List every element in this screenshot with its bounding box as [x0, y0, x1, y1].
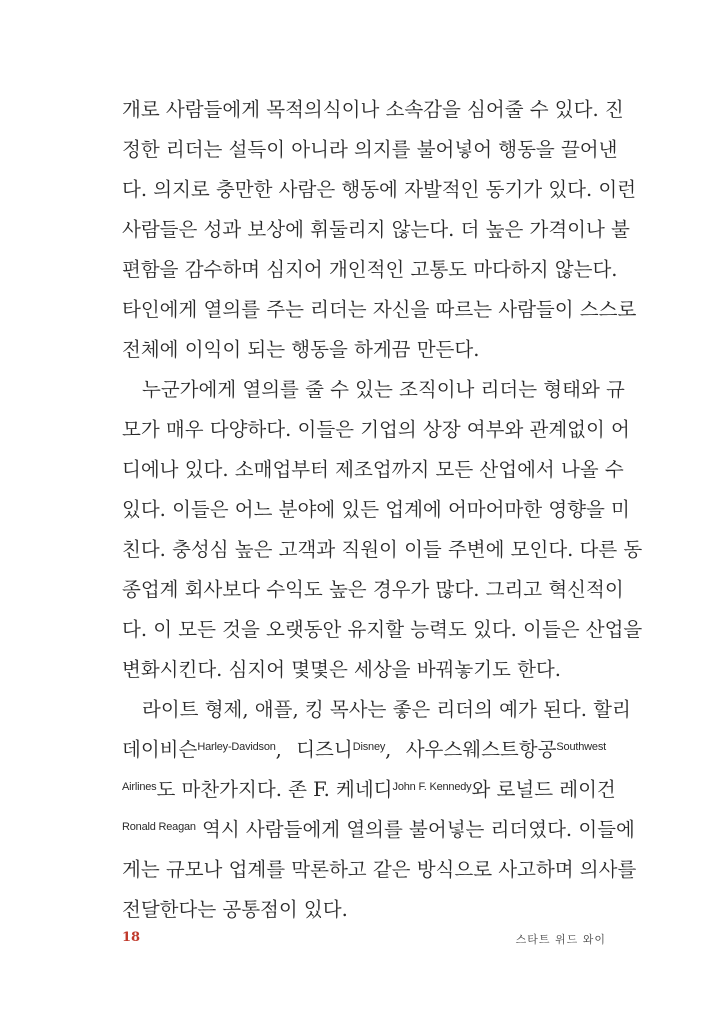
english-gloss: Airlines: [122, 781, 157, 793]
text-line: 다. 의지로 충만한 사람은 행동에 자발적인 동기가 있다. 이런: [122, 178, 637, 201]
text-line: 정한 리더는 설득이 아니라 의지를 불어넣어 행동을 끌어낸: [122, 138, 618, 161]
page-number: 18: [122, 930, 141, 945]
text-fragment: , 디즈니: [275, 738, 353, 761]
text-line: [122, 810, 635, 850]
text-line: 누군가에게 열의를 줄 수 있는 조직이나 리더는 형태와 규: [142, 378, 625, 401]
running-title: 스타트 위드 와이: [515, 933, 606, 946]
text-line: 개로 사람들에게 목적의식이나 소속감을 심어줄 수 있다. 진: [122, 98, 624, 121]
text-line: 전달한다는 공통점이 있다.: [122, 898, 348, 921]
text-fragment: , 사우스웨스트항공: [385, 738, 557, 761]
body-text: [122, 90, 643, 930]
text-fragment: 역시 사람들에게 열의를 불어넣는 리더였다. 이들에: [195, 818, 635, 841]
text-line: 친다. 충성심 높은 고객과 직원이 이들 주변에 모인다. 다른 동: [122, 538, 643, 561]
text-fragment: 와 로널드 레이건: [471, 778, 616, 801]
text-line: [122, 770, 616, 810]
text-line: [122, 730, 606, 770]
text-fragment: 데이비슨: [122, 738, 198, 761]
text-fragment: 도 마찬가지다. 존 F. 케네디: [156, 778, 393, 801]
english-gloss: Harley-Davidson: [197, 741, 276, 753]
text-line: 라이트 형제, 애플, 킹 목사는 좋은 리더의 예가 된다. 할리: [142, 698, 631, 721]
text-line: 타인에게 열의를 주는 리더는 자신을 따르는 사람들이 스스로: [122, 298, 637, 321]
english-gloss: Southwest: [556, 741, 606, 753]
page-footer: [122, 930, 606, 952]
english-gloss: Disney: [352, 741, 386, 753]
text-line: 편함을 감수하며 심지어 개인적인 고통도 마다하지 않는다.: [122, 258, 618, 281]
english-gloss: Ronald Reagan: [122, 821, 196, 833]
english-gloss: John F. Kennedy: [392, 781, 472, 793]
text-line: 다. 이 모든 것을 오랫동안 유지할 능력도 있다. 이들은 산업을: [122, 618, 643, 641]
text-line: 모가 매우 다양하다. 이들은 기업의 상장 여부와 관계없이 어: [122, 418, 630, 441]
text-line: 있다. 이들은 어느 분야에 있든 업계에 어마어마한 영향을 미: [122, 498, 630, 521]
text-line: 변화시킨다. 심지어 몇몇은 세상을 바꿔놓기도 한다.: [122, 658, 561, 681]
text-line: 전체에 이익이 되는 행동을 하게끔 만든다.: [122, 338, 480, 361]
text-line: 디에나 있다. 소매업부터 제조업까지 모든 산업에서 나올 수: [122, 458, 624, 481]
text-line: 게는 규모나 업계를 막론하고 같은 방식으로 사고하며 의사를: [122, 858, 637, 881]
text-line: 종업계 회사보다 수익도 높은 경우가 많다. 그리고 혁신적이: [122, 578, 624, 601]
text-line: 사람들은 성과 보상에 휘둘리지 않는다. 더 높은 가격이나 불: [122, 218, 630, 241]
